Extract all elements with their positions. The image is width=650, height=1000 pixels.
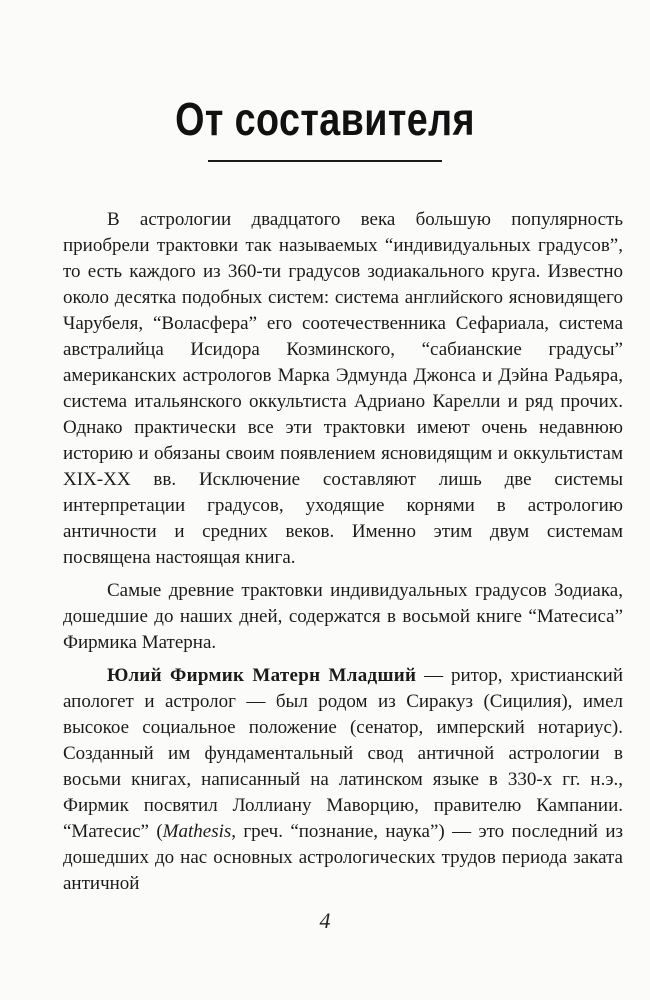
title-underline [208,160,442,162]
paragraph-1: В астрологии двадцатого века большую популярность приобрели трактовки так называемых “индивидуальных градусов”, то есть каждого из 360-ти градусов зодиакального круга. Известно около десятка подобных систем: система английского ясновидящего Чарубеля, “Воласфера” его соотечественника Сефариала, система австралийца Исидора Козминского, “сабианские градусы” американских астрологов Марка Эдмунда Джонса и Дэйна Радьяра, система итальянского оккультиста Адриано Карелли и ряд прочих. Однако практически все эти трактовки имеют очень недавнюю историю и обязаны своим появлением ясновидящим и оккультистам XIX-XX вв. Исключение составляют лишь две системы интерпретации градусов, уходящие корнями в астрологию античности и средних веков. Именно этим двум системам посвящена настоящая книга. [63,209,623,568]
page-number: 4 [319,908,331,933]
paragraph-3-text-a: — ритор, христианский апологет и астролог — был родом из Сиракуз (Сицилия), имел высокое социальное положение (сенатор, имперский нотариус). Созданный им фундаментальный свод античной астрологии в восьми книгах, написанный на латинском языке в 330-х гг. н.э., Фирмик посвятил Лоллиану Маворцию, правителю Кампании. “Матесис” ( [63,665,623,842]
paragraph-3 [63,663,623,897]
paragraph-3-text-b: , греч. “познание, наука”) — это последний из дошедших до нас основных астрологических трудов периода заката античной [63,821,623,894]
chapter-body [63,207,623,897]
firmicus-name: Юлий Фирмик Матерн Младший [107,665,417,686]
mathesis-term: Mathesis [162,821,232,842]
chapter-title: От составителя [175,93,475,145]
paragraph-2: Самые древние трактовки индивидуальных градусов Зодиака, дошедшие до наших дней, содержатся в восьмой книге “Матесиса” Фирмика Матерна. [63,580,623,653]
